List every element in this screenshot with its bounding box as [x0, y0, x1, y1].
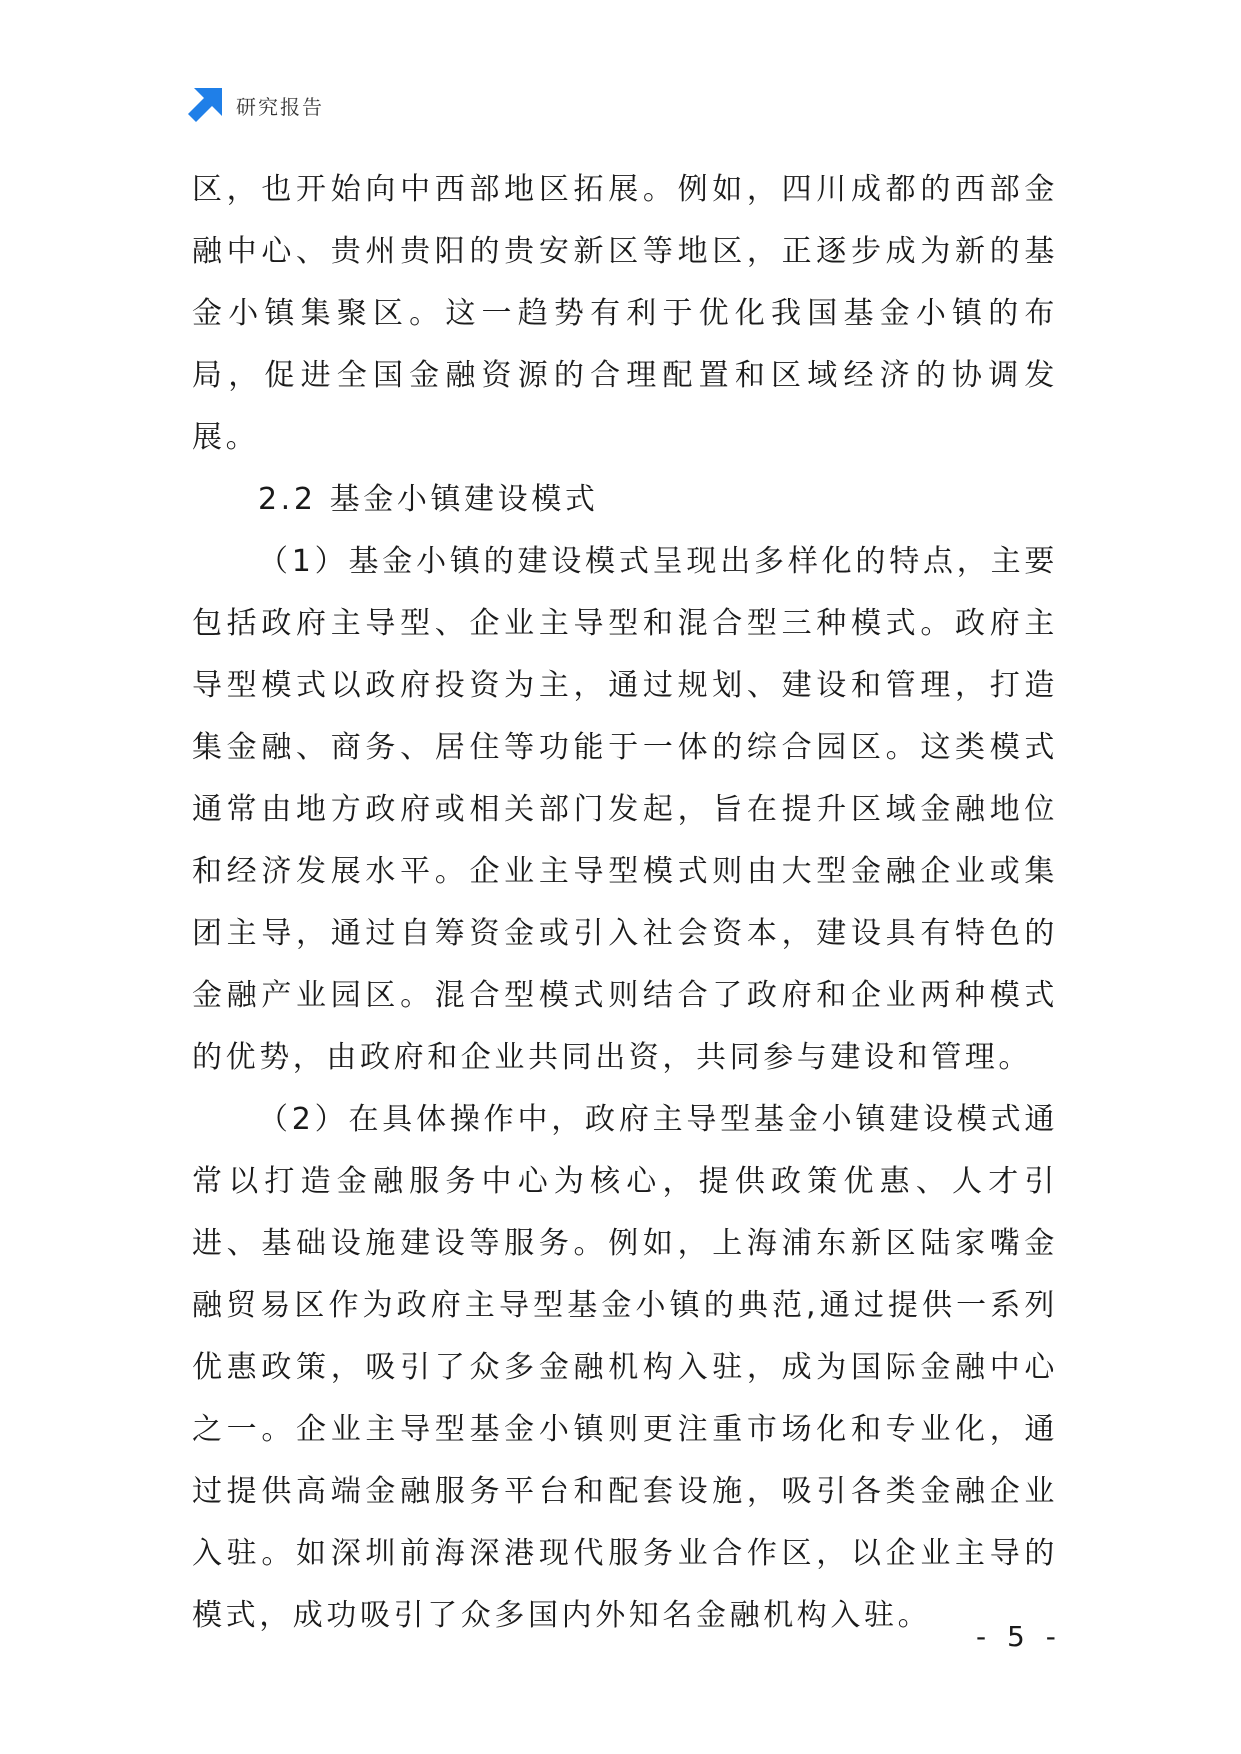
- logo-arrow-shape: [188, 88, 222, 122]
- continuation-paragraph: 区，也开始向中西部地区拓展。例如，四川成都的西部金融中心、贵州贵阳的贵安新区等地区，正逐步成为新的基金小镇集聚区。这一趋势有利于优化我国基金小镇的布局，促进全国金融资源的合理配置和区域经济的协调发展。: [192, 172, 1058, 455]
- section-heading: 2.2 基金小镇建设模式: [258, 482, 599, 517]
- paragraph-1: （1）基金小镇的建设模式呈现出多样化的特点，主要包括政府主导型、企业主导型和混合型三种模式。政府主导型模式以政府投资为主，通过规划、建设和管理，打造集金融、商务、居住等功能于一体的综合园区。这类模式通常由地方政府或相关部门发起，旨在提升区域金融地位和经济发展水平。企业主导型模式则由大型金融企业或集团主导，通过自筹资金或引入社会资本，建设具有特色的金融产业园区。混合型模式则结合了政府和企业两种模式的优势，由政府和企业共同出资，共同参与建设和管理。: [192, 544, 1058, 1075]
- paragraph-2: （2）在具体操作中，政府主导型基金小镇建设模式通常以打造金融服务中心为核心，提供政策优惠、人才引进、基础设施建设等服务。例如，上海浦东新区陆家嘴金融贸易区作为政府主导型基金小镇的典范,通过提供一系列优惠政策，吸引了众多金融机构入驻，成为国际金融中心之一。企业主导型基金小镇则更注重市场化和专业化，通过提供高端金融服务平台和配套设施，吸引各类金融企业入驻。如深圳前海深港现代服务业合作区，以企业主导的模式，成功吸引了众多国内外知名金融机构入驻。: [192, 1102, 1058, 1633]
- report-logo-icon: [188, 88, 222, 122]
- document-body: [192, 159, 1058, 1647]
- header-title: 研究报告: [236, 94, 324, 119]
- page-header: [188, 88, 324, 122]
- page-number: - 5 -: [976, 1620, 1062, 1653]
